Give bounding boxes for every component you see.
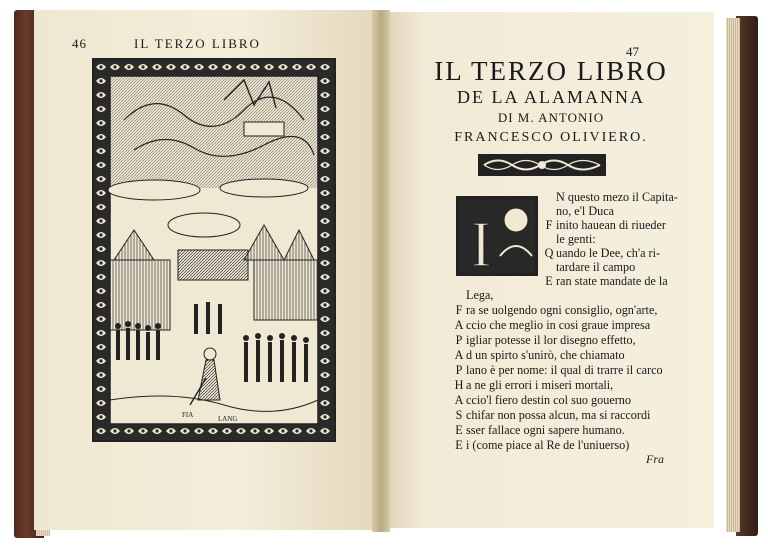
verse-line: inito hauean di riueder xyxy=(556,218,666,232)
title-line-4: FRANCESCO OLIVIERO. xyxy=(454,130,648,145)
verse-lead: A xyxy=(454,393,464,407)
verse-line: le genti: xyxy=(556,232,596,246)
verse-lead: E xyxy=(455,423,463,437)
verse-lead: F xyxy=(545,218,553,232)
verse-line: sser fallace ogni sapere humano. xyxy=(466,423,625,437)
left-running-head: IL TERZO LIBRO xyxy=(134,36,261,51)
verse-line: Lega, xyxy=(466,288,494,302)
book-title-block xyxy=(418,56,684,148)
verse-lead: P xyxy=(455,333,463,347)
woodcut-illustration xyxy=(92,58,336,442)
left-page-number: 46 xyxy=(72,36,87,51)
verse-line: igliar potesse il lor disegno effetto, xyxy=(466,333,636,347)
verse-lead: P xyxy=(455,363,463,377)
verse-line: ccio che meglio in cosi graue impresa xyxy=(466,318,651,332)
verse-line: d un spirto s'unirò, che chiamato xyxy=(466,348,625,362)
verse-line: N questo mezo il Capita- xyxy=(556,190,678,204)
verse-line: ra se uolgendo ogni consiglio, ogn'arte, xyxy=(466,303,658,317)
verse-line: no, e'l Duca xyxy=(556,204,615,218)
headpiece-ornament xyxy=(478,154,606,176)
verse-lead: H xyxy=(454,378,464,392)
verse-line: tardare il campo xyxy=(556,260,636,274)
verse-line: a ne gli errori i miseri mortali, xyxy=(466,378,614,392)
verse-line: ran state mandate de la xyxy=(556,274,668,288)
verse-lead: E xyxy=(545,274,553,288)
decorated-initial xyxy=(456,196,538,276)
title-line-3: DI M. ANTONIO xyxy=(497,110,605,125)
woodcut-caption-left: FIA xyxy=(182,411,194,419)
verse-line: uando le Dee, ch'a ri- xyxy=(556,246,661,260)
title-line-2: DE LA ALAMANNA xyxy=(457,87,645,107)
verse-lead: Q xyxy=(544,246,554,260)
initial-letter: I xyxy=(470,208,492,276)
verse-lead: A xyxy=(454,318,464,332)
verse-lead: F xyxy=(455,303,463,317)
verse-lead: S xyxy=(455,408,463,422)
verse-lead: E xyxy=(455,438,463,452)
book-gutter xyxy=(372,10,390,532)
title-line-1: IL TERZO LIBRO xyxy=(434,56,668,86)
verse-line: lano è per nome: il qual di trarre il carco xyxy=(466,363,663,377)
verse-line: i (come piace al Re de l'uniuerso) xyxy=(466,438,630,452)
verse-line: chifar non possa alcun, ma si raccordi xyxy=(466,408,651,422)
right-page-edges xyxy=(726,18,740,532)
verse-lead: A xyxy=(454,348,464,362)
woodcut-caption-right: LANG xyxy=(218,415,238,423)
verse-line: ccio'l fiero destin col suo gouerno xyxy=(466,393,631,407)
catchword: Fra xyxy=(646,452,664,466)
right-page-number: 47 xyxy=(626,44,639,59)
